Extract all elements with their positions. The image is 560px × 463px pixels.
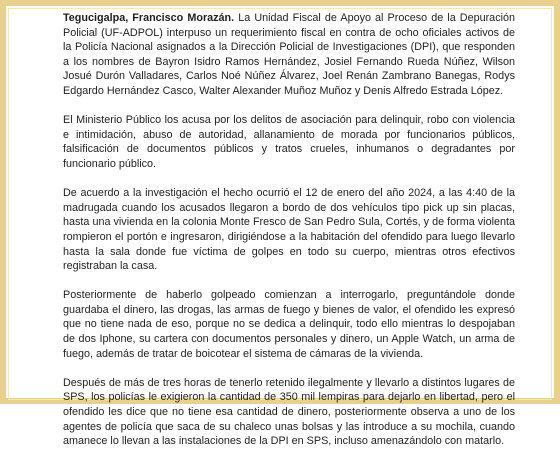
article-body	[63, 11, 515, 463]
paragraph-3: De acuerdo a la investigación el hecho ocurrió el 12 de enero del año 2024, a las 4:40 de la madrugada cuando los acusados llegaron a bordo de dos vehículos tipo pick up sin placas, hasta una vivienda en la colonia Monte Fresco de San Pedro Sula, Cortés, y de forma violenta rompieron el portón e ingresaron, dirigiéndose a la habitación del ofendido para luego llevarlo hasta la sala donde fue víctima de golpes en todo su cuerpo, mientras otros efectivos registraban la casa.	[63, 187, 515, 273]
paragraph-2: El Ministerio Público los acusa por los delitos de asociación para delinquir, robo con violencia e intimidación, abuso de autoridad, allanamiento de morada por funcionarios públicos, falsificación de documentos públicos y tratos crueles, inhumanos o degradantes por funcionario público.	[63, 114, 515, 170]
paragraph-1-text: La Unidad Fiscal de Apoyo al Proceso de la Depuración Policial (UF-ADPOL) interpuso un requerimiento fiscal en contra de ocho oficiales activos de la Policía Nacional asignados a la Dirección Policial de Investigaciones (DPI), que responden a los nombres de Bayron Isidro Ramos Hernández, Josiel Fernando Rueda Núñez, Wilson Josué Durón Valladares, Carlos Noé Núñez Álvarez, Joel Renán Zambrano Banegas, Rodys Edgardo Hernández Casco, Walter Alexander Muñoz Muñoz y Denis Alfredo Estrada López.	[63, 12, 515, 97]
paragraph-5: Después de más de tres horas de tenerlo retenido ilegalmente y llevarlo a distintos lugares de SPS, los policías le exigieron la cantidad de 350 mil lempiras para dejarlo en libertad, pero el ofendido les dice que no tiene esa cantidad de dinero, posteriormente observa a uno de los agentes de policía que saca de su chaleco unas bolsas y las introduce a su mochila, cuando amanece lo llevan a las instalaciones de la DPI en SPS, incluso amenazándolo con matarlo.	[63, 376, 515, 448]
paragraph-4: Posteriormente de haberlo golpeado comienzan a interrogarlo, preguntándole donde guardaba el dinero, las drogas, las armas de fuego y bienes de valor, el ofendido les expresó que no tiene nada de eso, porque no se dedica a delinquir, todo ello mientras lo despojaban de dos Iphone, su cartera con documentos personales y dinero, un Apple Watch, un arma de fuego, además de tratar de boicotear el sistema de cámaras de la vivienda.	[63, 289, 515, 360]
paragraph-1	[63, 11, 515, 99]
dateline: Tegucigalpa, Francisco Morazán.	[63, 12, 235, 24]
